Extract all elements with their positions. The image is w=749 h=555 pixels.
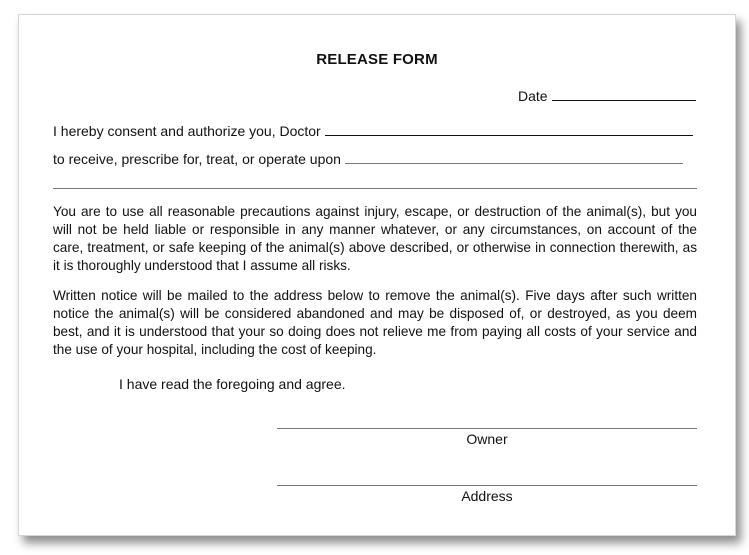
owner-signature-line[interactable]: [277, 428, 697, 429]
doctor-name-field-line[interactable]: [325, 135, 693, 136]
abandonment-paragraph: Written notice will be mailed to the address below to remove the animal(s). Five days after such written notice the animal(s) will be considered abandoned and may be disposed of, or destroyed, as you deem best, and it is understood that your so doing does not relieve me from paying all costs of your service and the use of your hospital, including the cost of keeping.: [53, 288, 697, 357]
consent-label: I hereby consent and authorize you, Doctor: [53, 123, 321, 139]
release-form-sheet: [18, 14, 736, 536]
date-label: Date: [518, 88, 548, 104]
date-field-line[interactable]: [552, 100, 696, 101]
form-title: RELEASE FORM: [316, 51, 438, 68]
agreement-statement: I have read the foregoing and agree.: [119, 376, 346, 392]
treatment-label: to receive, prescribe for, treat, or operate upon: [53, 151, 341, 167]
animal-row: [53, 151, 683, 167]
animal-field-line-2[interactable]: [53, 188, 697, 189]
address-line[interactable]: [277, 485, 697, 486]
owner-label: Owner: [466, 431, 508, 447]
animal-field-line[interactable]: [345, 163, 683, 164]
liability-paragraph: You are to use all reasonable precautions against injury, escape, or destruction of the animal(s), but you will not be held liable or responsible in any manner whatever, or any circumstances, on account of the care, treatment, or safe keeping of the animal(s) above described, or otherwise in connection therewith, as it is thoroughly understood that I assume all risks.: [53, 204, 697, 273]
doctor-row: [53, 123, 693, 139]
address-label: Address: [461, 488, 513, 504]
date-row: [518, 88, 696, 104]
